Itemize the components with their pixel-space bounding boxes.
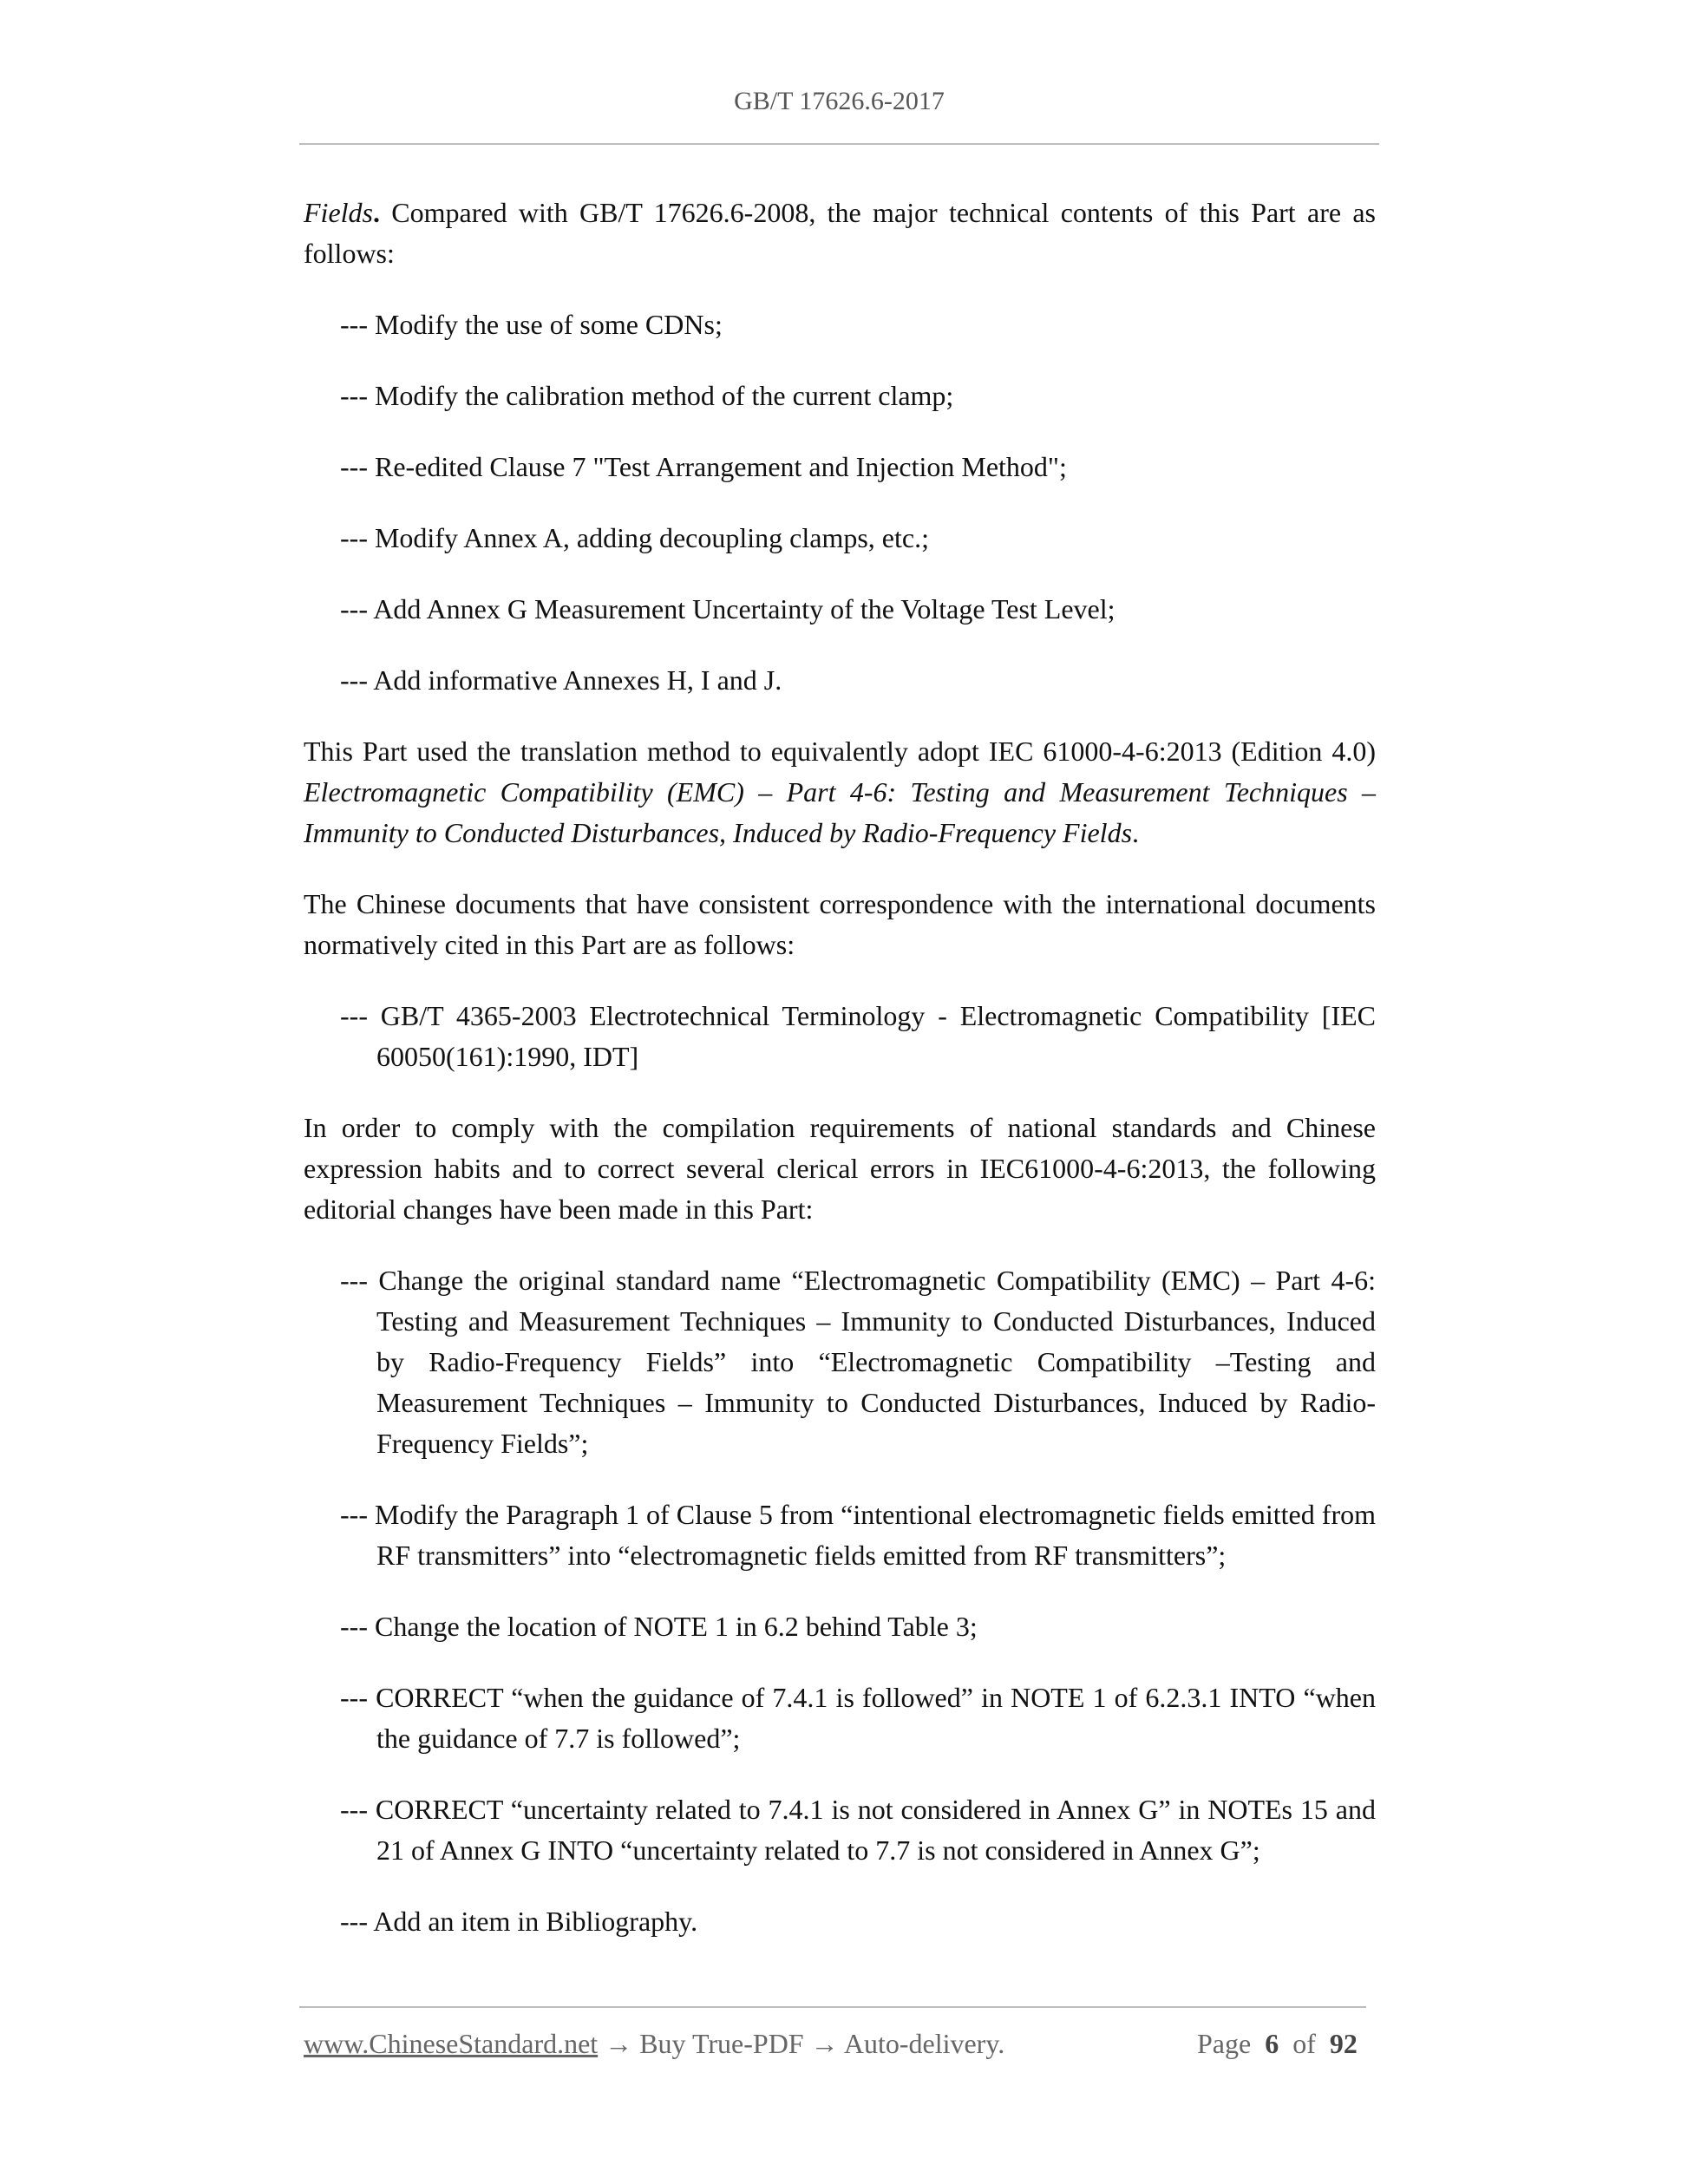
intro-bold-dot: . bbox=[372, 197, 380, 228]
editorial-paragraph: In order to comply with the compilation requirements of national standards and Chinese expression habits and to correct several clerical errors in IEC61000-4-6:2013, the following editorial changes have been made in this Part: bbox=[304, 1112, 1376, 1225]
footer-divider bbox=[299, 2006, 1366, 2008]
header-divider bbox=[299, 143, 1379, 145]
page-indicator bbox=[1197, 2028, 1358, 2060]
arrow-icon: → bbox=[598, 2028, 640, 2059]
edit-item: --- CORRECT “when the guidance of 7.4.1 is followed” in NOTE 1 of 6.2.3.1 INTO “when the guidance of 7.7 is followed”; bbox=[340, 1682, 1376, 1754]
intro-text: Compared with GB/T 17626.6-2008, the major technical contents of this Part are as follows: bbox=[304, 197, 1376, 269]
total-pages: 92 bbox=[1329, 2028, 1358, 2059]
edit-item: --- CORRECT “uncertainty related to 7.4.1 is not considered in Annex G” in NOTEs 15 and 21 of Annex G INTO “uncertainty related to 7.7 is not considered in Annex G”; bbox=[340, 1794, 1376, 1866]
adoption-text: This Part used the translation method to equivalently adopt IEC 61000-4-6:2013 (Edition 4.0) bbox=[304, 736, 1376, 767]
edit-item: --- Modify the Paragraph 1 of Clause 5 from “intentional electromagnetic fields emitted from RF transmitters” into “electromagnetic fields emitted from RF transmitters”; bbox=[340, 1499, 1376, 1571]
cited-item: --- GB/T 4365-2003 Electrotechnical Terminology - Electromagnetic Compatibility [IEC 60050(161):1990, IDT] bbox=[340, 1000, 1376, 1072]
change-item: --- Add informative Annexes H, I and J. bbox=[340, 664, 782, 696]
delivery-text: Auto-delivery. bbox=[843, 2028, 1005, 2059]
edit-item: --- Change the location of NOTE 1 in 6.2 behind Table 3; bbox=[340, 1611, 978, 1642]
cited-docs-paragraph: The Chinese documents that have consistent correspondence with the international documents normatively cited in this Part are as follows: bbox=[304, 888, 1376, 960]
adoption-end: . bbox=[1132, 817, 1140, 848]
buy-text: Buy True-PDF bbox=[639, 2028, 804, 2059]
page-label: Page bbox=[1197, 2028, 1252, 2059]
site-link[interactable]: www.ChineseStandard.net bbox=[304, 2028, 599, 2059]
page-header-title: GB/T 17626.6-2017 bbox=[734, 87, 945, 115]
change-item: --- Modify Annex A, adding decoupling clamps, etc.; bbox=[340, 522, 929, 553]
adoption-paragraph bbox=[304, 731, 1376, 853]
change-item: --- Re-edited Clause 7 "Test Arrangement and Injection Method"; bbox=[340, 451, 1067, 482]
edit-item: --- Change the original standard name “Electromagnetic Compatibility (EMC) – Part 4-6: Testing and Measurement Techniques – Immunity to Conducted Disturbances, Induced by Radio-Frequency Fields” into “Electromagnetic Compatibility –Testing and Measurement Techniques – Immunity to Conducted Disturbances, Induced by Radio-Frequency Fields”; bbox=[340, 1265, 1376, 1459]
adoption-italic-title: Electromagnetic Compatibility (EMC) – Part 4-6: Testing and Measurement Techniques – Immunity to Conducted Disturbances, Induced by Radio-Frequency Fields bbox=[304, 776, 1376, 848]
intro-italic-lead: Fields bbox=[304, 197, 373, 228]
change-item: --- Add Annex G Measurement Uncertainty of the Voltage Test Level; bbox=[340, 593, 1116, 624]
change-item: --- Modify the use of some CDNs; bbox=[340, 309, 723, 340]
intro-paragraph bbox=[304, 193, 1376, 274]
arrow-icon: → bbox=[803, 2028, 844, 2059]
page-number: 6 bbox=[1265, 2028, 1279, 2059]
edit-item: --- Add an item in Bibliography. bbox=[340, 1906, 698, 1937]
document-body bbox=[304, 193, 1376, 1972]
footer-promo bbox=[304, 2028, 1004, 2060]
of-label: of bbox=[1292, 2028, 1316, 2059]
change-item: --- Modify the calibration method of the current clamp; bbox=[340, 380, 954, 411]
